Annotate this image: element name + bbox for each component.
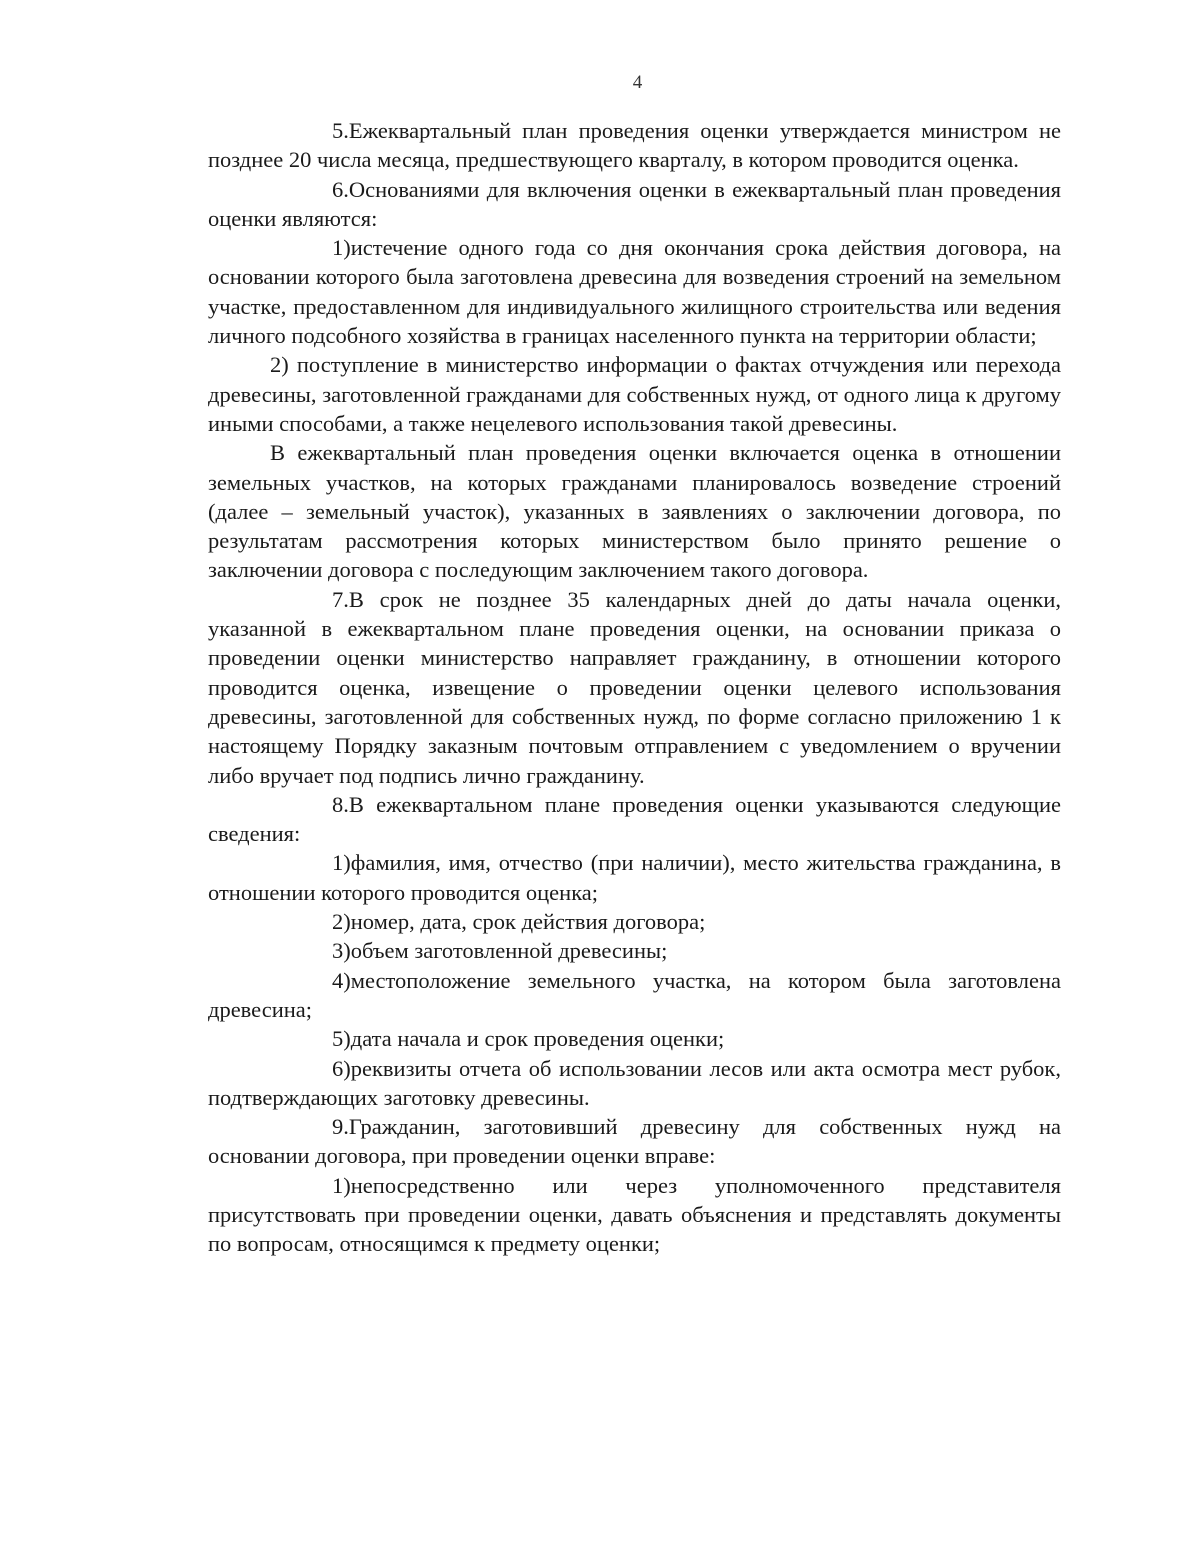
item-number: 2) bbox=[332, 909, 351, 935]
list-item bbox=[208, 848, 1061, 907]
item-text: дата начала и срок проведения оценки; bbox=[350, 1026, 725, 1052]
list-item bbox=[208, 1024, 1061, 1053]
item-number: 5) bbox=[332, 1026, 351, 1052]
item-text: истечение одного года со дня окончания срока действия договора, на основании которого была заготовлена древесина для возведения строений на земельном участке, предоставленном для индивидуального жилищного строительства или ведения личного подсобного хозяйства в границах населенного пункта на территории области; bbox=[208, 235, 1061, 349]
section-8 bbox=[208, 790, 1061, 849]
item-text: непосредственно или через уполномоченного представителя присутствовать при проведении оценки, давать объяснения и представлять документы по вопросам, относящимся к предмету оценки; bbox=[208, 1172, 1061, 1257]
list-item bbox=[208, 907, 1061, 936]
item-text: номер, дата, срок действия договора; bbox=[350, 909, 706, 935]
section-9 bbox=[208, 1112, 1061, 1171]
item-number: 2) bbox=[270, 352, 289, 378]
list-item bbox=[208, 1054, 1061, 1113]
item-text: объем заготовленной древесины; bbox=[350, 938, 668, 964]
section-text: Гражданин, заготовивший древесину для собственных нужд на основании договора, при проведении оценки вправе: bbox=[208, 1114, 1061, 1169]
item-number: 1) bbox=[332, 850, 351, 876]
list-item bbox=[208, 233, 1061, 350]
item-text: поступление в министерство информации о фактах отчуждения или перехода древесины, заготовленной гражданами для собственных нужд, от одного лица к другому иными способами, а также нецелевого использования такой древесины. bbox=[208, 352, 1062, 436]
section-text: В срок не позднее 35 календарных дней до даты начала оценки, указанной в ежеквартальном плане проведения оценки, на основании приказа о проведении оценки министерство направляет гражданину, в отношении которого проводится оценка, извещение о проведении оценки целевого использования древесины, заготовленной для собственных нужд, по форме согласно приложению 1 к настоящему Порядку заказным почтовым отправлением с уведомлением о вручении либо вручает под подпись лично гражданину. bbox=[208, 586, 1061, 788]
item-text: местоположение земельного участка, на котором была заготовлена древесина; bbox=[208, 967, 1061, 1022]
section-5 bbox=[208, 116, 1061, 175]
section-number: 9. bbox=[332, 1114, 349, 1140]
list-item bbox=[208, 350, 1061, 438]
section-6-note: В ежеквартальный план проведения оценки включается оценка в отношении земельных участков, на которых гражданами планировалось возведение строений (далее – земельный участок), указанных в заявлениях о заключении договора, по результатам рассмотрения которых министерством было принято решение о заключении договора с последующим заключением такого договора. bbox=[208, 440, 1061, 583]
section-6 bbox=[208, 175, 1061, 234]
section-text: В ежеквартальном плане проведения оценки указываются следующие сведения: bbox=[208, 791, 1061, 847]
list-item bbox=[208, 966, 1061, 1025]
section-number: 7. bbox=[332, 586, 349, 612]
list-item bbox=[208, 1171, 1061, 1259]
section-text: Ежеквартальный план проведения оценки утверждается министром не позднее 20 числа месяца, предшествующего кварталу, в котором проводится оценка. bbox=[208, 118, 1061, 173]
document-body bbox=[208, 116, 1061, 1259]
item-number: 6) bbox=[332, 1055, 351, 1081]
page-number: 4 bbox=[632, 72, 643, 93]
item-text: реквизиты отчета об использовании лесов или акта осмотра мест рубок, подтверждающих заготовку древесины. bbox=[208, 1055, 1061, 1110]
section-number: 8. bbox=[332, 791, 349, 817]
section-7 bbox=[208, 585, 1061, 790]
section-number: 6. bbox=[332, 176, 349, 202]
item-number: 1) bbox=[332, 1172, 351, 1198]
item-number: 3) bbox=[332, 938, 351, 964]
list-item bbox=[208, 936, 1061, 965]
section-text: Основаниями для включения оценки в ежеквартальный план проведения оценки являются: bbox=[208, 176, 1061, 231]
section-number: 5. bbox=[332, 118, 349, 143]
item-text: фамилия, имя, отчество (при наличии), место жительства гражданина, в отношении которого проводится оценка; bbox=[208, 850, 1061, 905]
item-number: 1) bbox=[332, 235, 351, 261]
item-number: 4) bbox=[332, 967, 351, 993]
